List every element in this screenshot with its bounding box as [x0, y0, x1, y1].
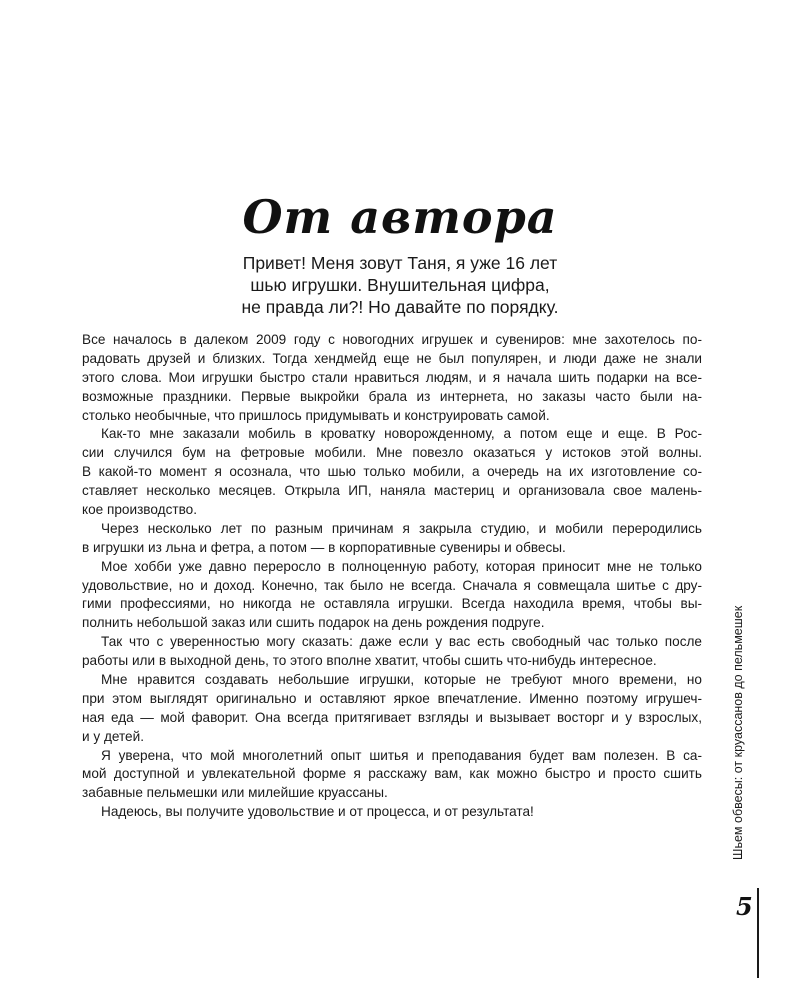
body-line: радовать друзей и близких. Тогда хендмейд еще не был популярен, и люди даже не знали [82, 350, 702, 366]
body-text [82, 331, 702, 822]
body-line: ставляет несколько месяцев. Открыла ИП, наняла мастериц и организовала свое малень- [82, 483, 702, 499]
book-title-running-head: Шьем обвесы: от круассанов до пельмешек [731, 605, 745, 860]
body-line: гими профессиями, но никогда не оставляла игрушки. Всегда находила время, чтобы вы- [82, 596, 702, 612]
body-line: Так что с уверенностью могу сказать: даже если у вас есть свободный час только после [101, 634, 702, 650]
body-line: Как-то мне заказали мобиль в кроватку новорожденному, а потом еще и еще. В Рос- [101, 426, 702, 442]
body-line: Я уверена, что мой многолетний опыт шитья и преподавания будет вам полезен. В са- [101, 747, 702, 763]
body-line: Надеюсь, вы получите удовольствие и от процесса, и от результата! [101, 804, 534, 820]
body-line: полнить небольшой заказ или сшить подарок на день рождения подруге. [82, 615, 545, 631]
body-line: В какой-то момент я осознала, что шью только мобили, а очередь на их изготовление со- [82, 464, 702, 480]
page-title: От автора [242, 190, 558, 244]
intro-line: не правда ли?! Но давайте по порядку. [241, 297, 559, 317]
intro-line: Привет! Меня зовут Таня, я уже 16 лет [242, 253, 558, 273]
intro-line: шью игрушки. Внушительная цифра, [250, 275, 550, 295]
body-line: сии случился бум на фетровые мобили. Мне повезло оказаться у истоков этой волны. [82, 445, 702, 461]
body-line: столько необычные, что пришлось придумывать и конструировать самой. [82, 407, 550, 423]
body-line: удовольствие, но и доход. Конечно, так было не всегда. Сначала я совмещала шитье с дру- [82, 577, 702, 593]
body-line: ная еда — мой фаворит. Она всегда притягивает взгляды и вызывает восторг и у взрослых, [82, 709, 702, 725]
body-line: этого слова. Мои игрушки быстро стали нравиться людям, и я начала шить подарки на все- [82, 369, 702, 385]
body-line: мой доступной и увлекательной форме я расскажу вам, как можно быстро и просто сшить [82, 766, 702, 782]
body-line: при этом выглядят оригинально и оставляют яркое впечатление. Именно поэтому игрушеч- [82, 690, 702, 706]
body-line: возможные праздники. Первые выкройки брала из интернета, но заказы часто были на- [82, 388, 702, 404]
body-line: в игрушки из льна и фетра, а потом — в корпоративные сувениры и обвесы. [82, 539, 566, 555]
body-line: Мое хобби уже давно переросло в полноценную работу, которая приносит мне не только [101, 558, 702, 574]
body-line: забавные пельмешки или милейшие круассаны. [82, 785, 388, 801]
body-line: Все началось в далеком 2009 году с новогодних игрушек и сувениров: мне захотелось по- [82, 332, 702, 347]
side-rule [757, 888, 759, 978]
intro-paragraph [200, 252, 600, 318]
body-line: Мне нравится создавать небольшие игрушки, которые не требуют много времени, но [101, 672, 702, 688]
body-line: и у детей. [82, 728, 144, 744]
body-line: кое производство. [82, 502, 197, 518]
body-line: работы или в выходной день, то этого вполне хватит, чтобы сшить что-нибудь интересное. [82, 653, 657, 669]
body-line: Через несколько лет по разным причинам я закрыла студию, и мобили переродились [101, 520, 702, 536]
page-number: 5 [736, 892, 753, 921]
